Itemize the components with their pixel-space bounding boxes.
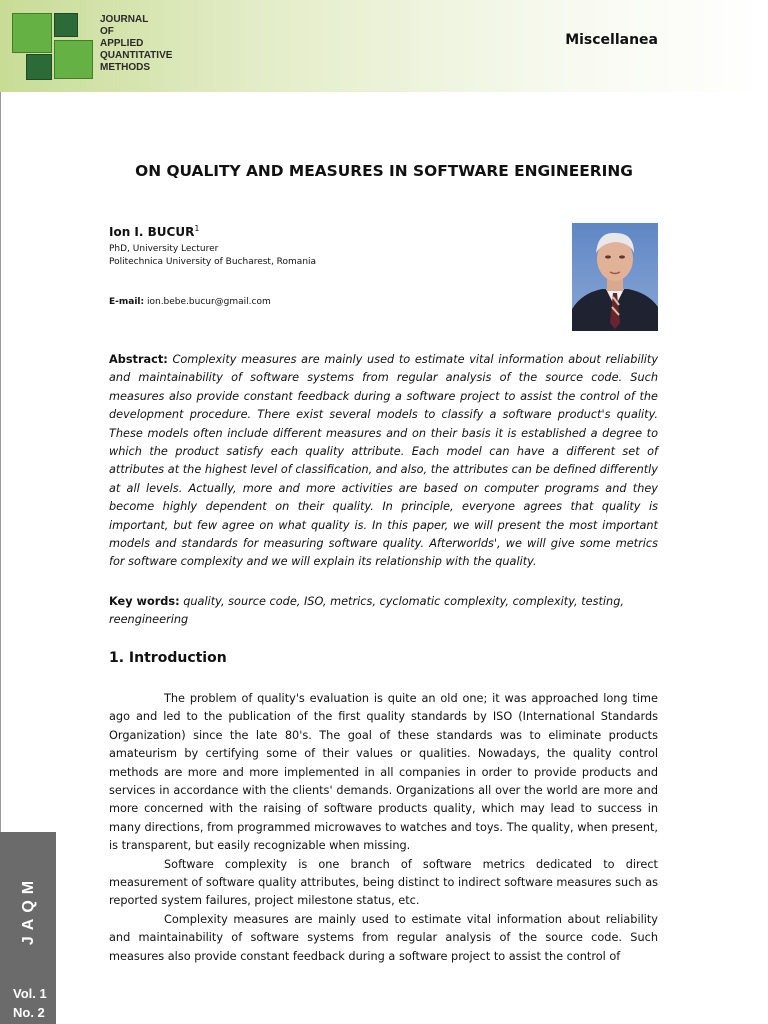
author-name-text: Ion I. BUCUR [109, 225, 195, 239]
volume-number: Vol. 1 [13, 986, 47, 1001]
abstract [109, 351, 658, 572]
introduction-body [109, 690, 658, 966]
logo-square-small [54, 13, 78, 37]
email-label: E-mail: [109, 297, 145, 307]
abstract-text: Complexity measures are mainly used to estimate vital information about reliability and maintainability of software systems from regular analysis of the source code. Such measures also provide constant feedback during a software project to assist the control of the development procedure. There exist several models to classify a software product's quality. These models often include different measures and on their basis it is established a degree to which the product satisfy each quality attribute. Each model can have a different set of attributes at the highest level of classification, and also, the attributes can be defined differently at all levels. Actually, more and more activities are based on computer programs and they become highly dependent on their quality. In principle, everyone agrees that quality is important, but few agree on what quality is. In this paper, we will present the most important models and standards for measuring software quality. Afterworlds', we will give some metrics for software complexity and we will explain its relationship with the quality. [109, 353, 659, 569]
body-paragraph: The problem of quality's evaluation is quite an old one; it was approached long time ago and led to the publication of the first quality standards by ISO (International Standards Organization) since the late 80's. The goal of these standards was to eliminate products amateurism by certifying some of their values or qualities. Nowadays, the quality control methods are more and more implemented in all companies in order to provide products and services in accordance with the clients' demands. Organizations all over the world are more and more concerned with the raising of software products quality, which may lead to success in many directions, from programmed microwaves to watches and toys. The quality, when present, is transparent, but easily recognizable when missing. [109, 692, 658, 853]
sidebar-brand [16, 868, 42, 952]
affiliation-institution: Politechnica University of Bucharest, Romania [109, 257, 317, 267]
journal-name [100, 14, 172, 74]
author-affiliation [109, 243, 316, 269]
affiliation-position: PhD, University Lecturer [109, 244, 219, 254]
author-footnote-mark: 1 [194, 224, 200, 233]
logo-square-bottom-right [54, 40, 93, 79]
issue-number: No. 2 [13, 1005, 45, 1020]
body-paragraph: Complexity measures are mainly used to estimate vital information about reliability and maintainability of software systems from regular analysis of the source code. Such measures also provide constant feedback during a software project to assist the control of [109, 912, 658, 963]
keywords [109, 593, 658, 630]
logo-square-large [12, 13, 52, 53]
volume-issue [13, 984, 53, 1022]
section-label: Miscellanea [565, 32, 658, 48]
email-address: ion.bebe.bucur@gmail.com [146, 297, 271, 307]
journal-name-line: JOURNAL [100, 14, 149, 25]
section-heading: 1. Introduction [109, 650, 227, 666]
author-photo [572, 223, 658, 331]
body-paragraph: Software complexity is one branch of software metrics dedicated to direct measurement of software quality attributes, being distinct to indirect software measures such as reported system failures, project milestone status, etc. [109, 857, 658, 908]
keywords-text: quality, source code, ISO, metrics, cyclomatic complexity, complexity, testing, reengineering [109, 595, 624, 627]
abstract-label: Abstract: [109, 353, 168, 366]
author-portrait-illustration [572, 223, 658, 331]
journal-header [0, 0, 768, 92]
author-email [109, 297, 271, 307]
journal-name-line: APPLIED [100, 38, 144, 49]
paper-title: ON QUALITY AND MEASURES IN SOFTWARE ENGINEERING [135, 162, 633, 180]
journal-name-line: METHODS [100, 62, 150, 73]
journal-name-line: QUANTITATIVE [100, 50, 173, 61]
logo-square-bottom-left [26, 54, 52, 80]
page-left-rule [0, 92, 1, 832]
author-name [109, 224, 199, 239]
journal-name-line: OF [100, 26, 114, 37]
sidebar-brand-text: JAQM [20, 874, 38, 946]
keywords-label: Key words: [109, 595, 180, 608]
